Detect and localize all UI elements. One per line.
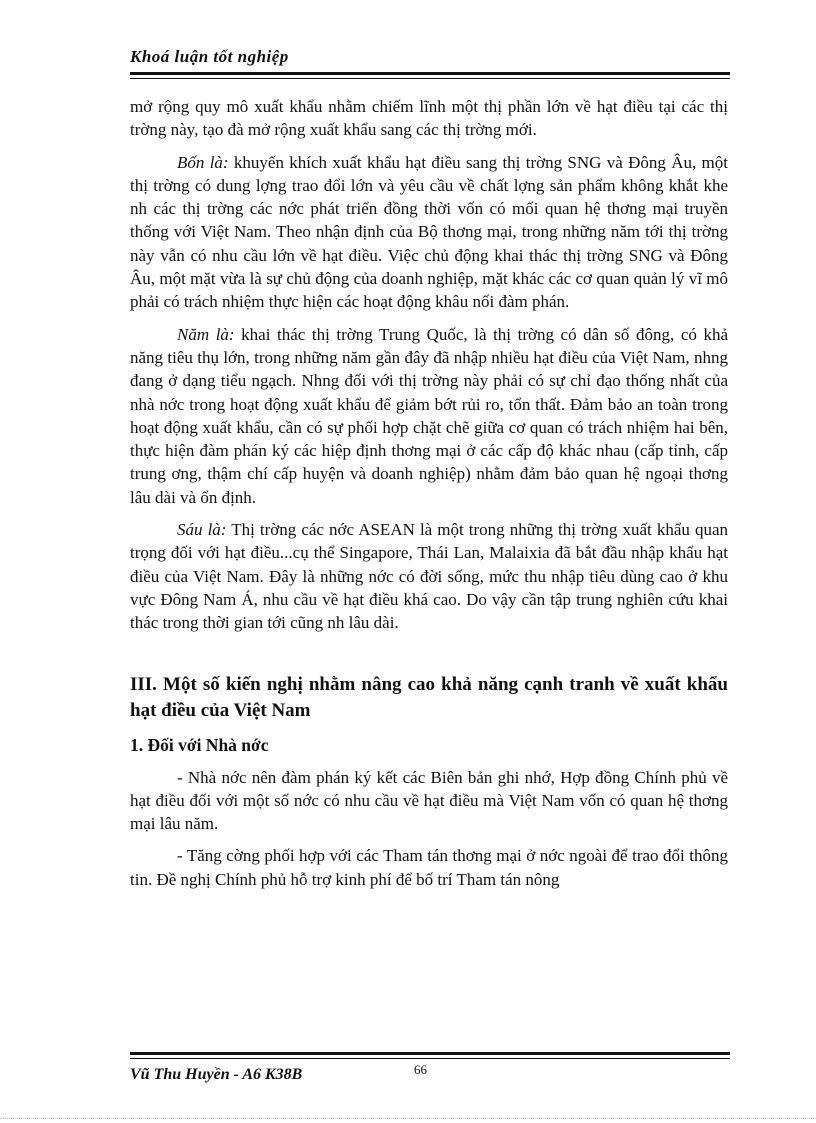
- page-number: 66: [414, 1062, 427, 1077]
- footer-rule-thin: [130, 1058, 730, 1059]
- paragraph-3-lead: Năm là:: [177, 324, 235, 344]
- paragraph-4: [130, 518, 728, 634]
- paragraph-4-text: Thị trờng các nớc ASEAN là một trong những thị trờng xuất khẩu quan trọng đối với hạt điều...cụ thể Singapore, Thái Lan, Malaixia đã bắt đầu nhập khẩu hạt điều của Việt Nam. Đây là những nớc có đời sống, mức thu nhập tiêu dùng cao ở khu vực Đông Nam Á, nhu cầu về hạt điều khá cao. Do vậy cần tập trung nghiên cứu khai thác trong thời gian tới cũng nh lâu dài.: [130, 520, 728, 633]
- running-header: Khoá luận tốt nghiệp: [130, 47, 289, 66]
- paragraph-4-lead: Sáu là:: [177, 520, 227, 540]
- paragraph-3: [130, 323, 728, 509]
- page-edge-dotted-line: [0, 1118, 816, 1119]
- paragraph-2: [130, 151, 728, 314]
- footer-rule-thick: [130, 1052, 730, 1055]
- header-rule-thin: [130, 78, 730, 79]
- section-heading: III. Một số kiến nghị nhằm nâng cao khả năng cạnh tranh về xuất khẩu hạt điều của Việt Nam: [130, 673, 728, 721]
- paragraph-2-lead: Bốn là:: [177, 152, 229, 172]
- header-rule-thick: [130, 72, 730, 75]
- footer-author: Vũ Thu Huyền - A6 K38B: [130, 1066, 303, 1083]
- subsection-heading: 1. Đối với Nhà nớc: [130, 734, 269, 755]
- paragraph-5: - Nhà nớc nên đàm phán ký kết các Biên bản ghi nhớ, Hợp đồng Chính phủ về hạt điều đối với một số nớc có nhu cầu về hạt điều mà Việt Nam vốn có quan hệ thơng mại lâu năm.: [130, 767, 728, 834]
- paragraph-3-text: khai thác thị trờng Trung Quốc, là thị trờng có dân số đông, có khả năng tiêu thụ lớn, trong những năm gần đây đã nhập nhiều hạt điều của Việt Nam, nhng đang ở dạng tiểu ngạch. Nhng đối với thị trờng này phải có sự chỉ đạo thống nhất của nhà nớc trong hoạt động xuất khẩu để giảm bớt rủi ro, tổn thất. Đảm bảo an toàn trong hoạt động xuất khẩu, cần có sự phối hợp chặt chẽ giữa cơ quan có trách nhiệm hai bên, thực hiện đàm phán ký các hiệp định thơng mại ở các cấp độ khác nhau (cấp tỉnh, cấp trung ơng, thậm chí cấp huyện và doanh nghiệp) nhằm đảm bảo quan hệ ngoại thơng lâu dài và ổn định.: [130, 324, 728, 507]
- paragraph-6: - Tăng cờng phối hợp với các Tham tán thơng mại ở nớc ngoài để trao đổi thông tin. Đề nghị Chính phủ hỗ trợ kinh phí để bố trí Tham tán nông: [130, 846, 728, 889]
- paragraph-1: mở rộng quy mô xuất khẩu nhằm chiếm lĩnh một thị phần lớn về hạt điều tại các thị trờng này, tạo đà mở rộng xuất khẩu sang các thị trờng mới.: [130, 97, 728, 140]
- paragraph-2-text: khuyến khích xuất khẩu hạt điều sang thị trờng SNG và Đông Âu, một thị trờng có dung lợng trao đổi lớn và yêu cầu về chất lợng sản phẩm không khắt khe nh các thị trờng các nớc phát triển đồng thời vốn có mối quan hệ thơng mại truyền thống với Việt Nam. Theo nhận định của Bộ thơng mại, trong những năm tới thị trờng này vẫn có nhu cầu lớn về hạt điều. Việc chủ động khai thác thị trờng SNG và Đông Âu, một mặt vừa là sự chủ động của doanh nghiệp, mặt khác các cơ quan quản lý vĩ mô phải có trách nhiệm thực hiện các hoạt động khâu nối đàm phán.: [130, 152, 728, 312]
- page-body: [130, 95, 728, 900]
